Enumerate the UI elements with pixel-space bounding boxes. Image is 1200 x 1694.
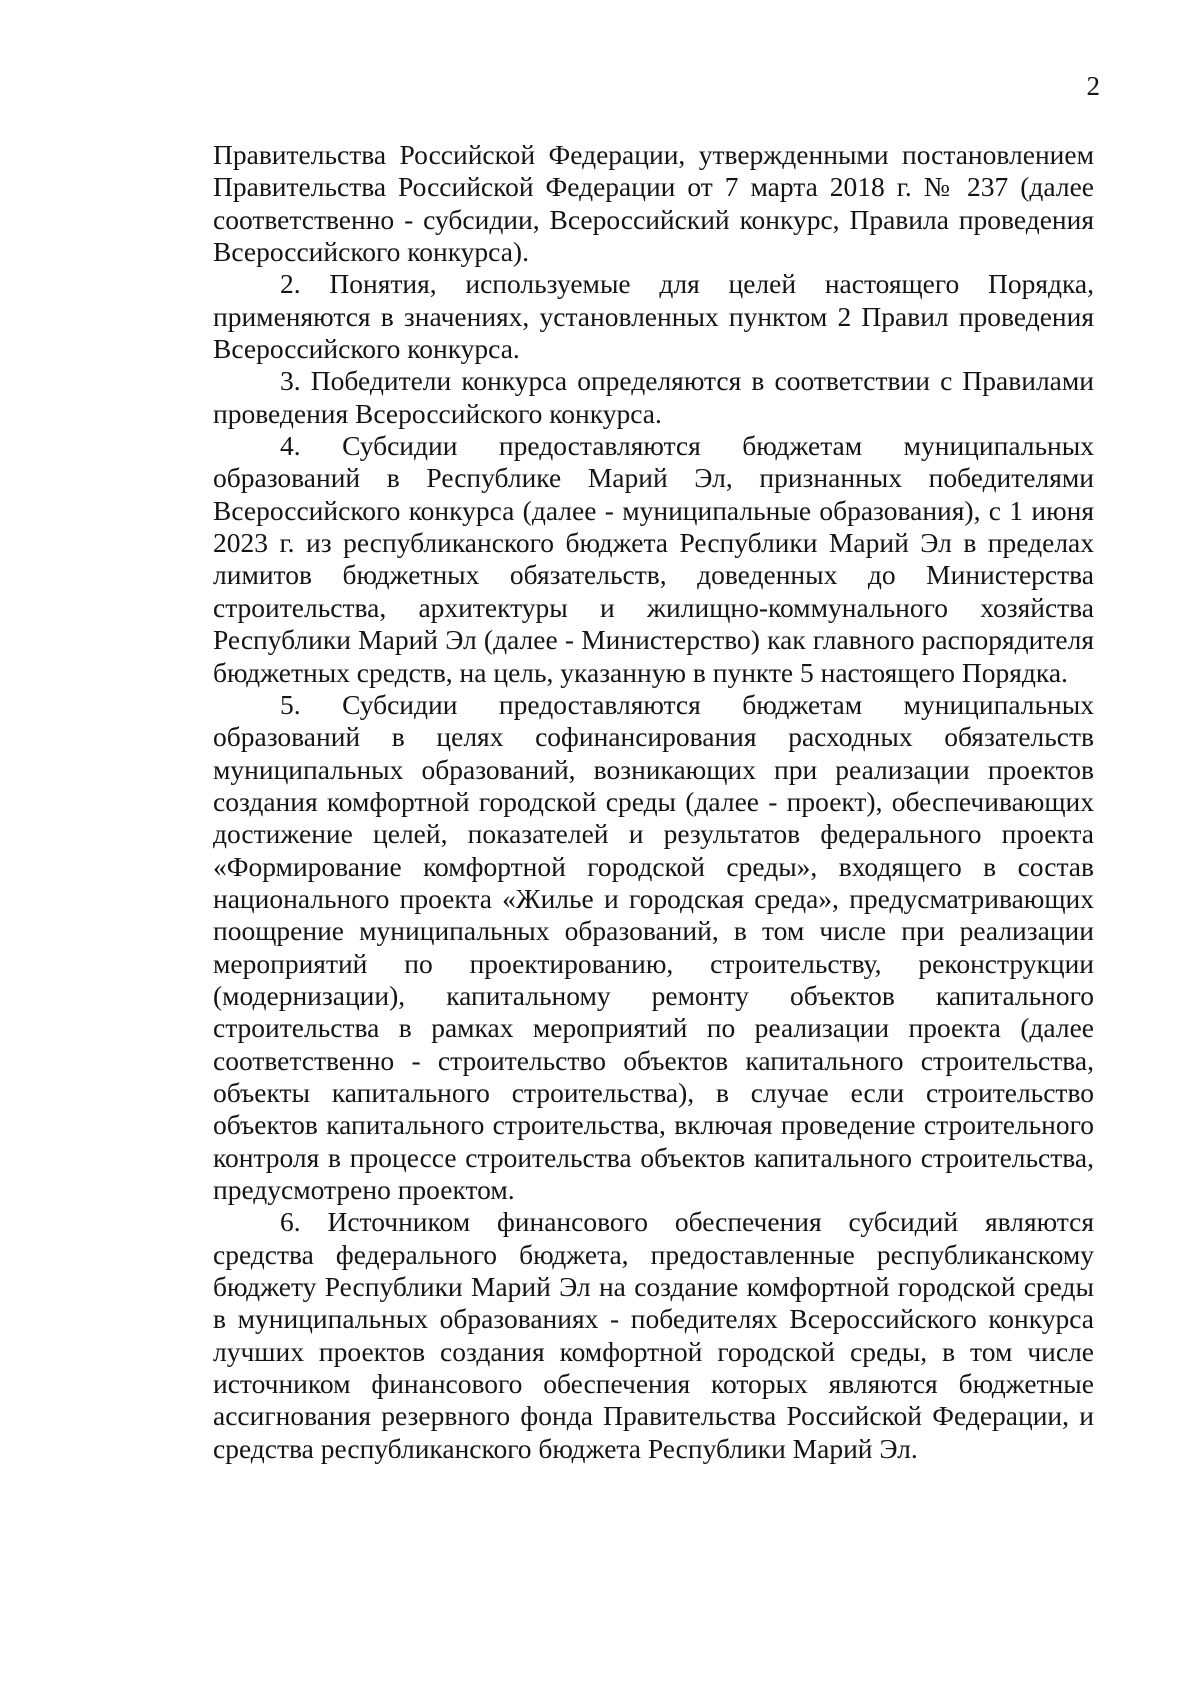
paragraph-continuation: Правительства Российской Федерации, утвержденными постановлением Правительства Российской Федерации от 7 марта 2018 г. № 237 (далее соответственно - субсидии, Всероссийский конкурс, Правила проведения Всероссийского конкурса). xyxy=(213,139,1094,268)
paragraph-4-subsidies-provision: 4. Субсидии предоставляются бюджетам муниципальных образований в Республике Марий Эл, признанных победителями Всероссийского конкурса (далее - муниципальные образования), с 1 июня 2023 г. из республиканского бюджета Республики Марий Эл в пределах лимитов бюджетных обязательств, доведенных до Министерства строительства, архитектуры и жилищно-коммунального хозяйства Республики Марий Эл (далее - Министерство) как главного распорядителя бюджетных средств, на цель, указанную в пункте 5 настоящего Порядка. xyxy=(213,430,1094,688)
paragraph-3-winners: 3. Победители конкурса определяются в соответствии с Правилами проведения Всероссийского конкурса. xyxy=(213,365,1094,429)
paragraph-5-subsidies-purpose: 5. Субсидии предоставляются бюджетам муниципальных образований в целях софинансирования расходных обязательств муниципальных образований, возникающих при реализации проектов создания комфортной городской среды (далее - проект), обеспечивающих достижение целей, показателей и результатов федерального проекта «Формирование комфортной городской среды», входящего в состав национального проекта «Жилье и городская среда», предусматривающих поощрение муниципальных образований, в том числе при реализации мероприятий по проектированию, строительству, реконструкции (модернизации), капитальному ремонту объектов капитального строительства в рамках мероприятий по реализации проекта (далее соответственно - строительство объектов капитального строительства, объекты капитального строительства), в случае если строительство объектов капитального строительства, включая проведение строительного контроля в процессе строительства объектов капитального строительства, предусмотрено проектом. xyxy=(213,688,1094,1205)
document-body xyxy=(213,139,1094,1465)
paragraph-6-funding-source: 6. Источником финансового обеспечения субсидий являются средства федерального бюджета, предоставленные республиканскому бюджету Республики Марий Эл на создание комфортной городской среды в муниципальных образованиях - победителях Всероссийского конкурса лучших проектов создания комфортной городской среды, в том числе источником финансового обеспечения которых являются бюджетные ассигнования резервного фонда Правительства Российской Федерации, и средства республиканского бюджета Республики Марий Эл. xyxy=(213,1206,1094,1464)
page-number: 2 xyxy=(1086,71,1100,101)
paragraph-2-definitions: 2. Понятия, используемые для целей настоящего Порядка, применяются в значениях, установленных пунктом 2 Правил проведения Всероссийского конкурса. xyxy=(213,268,1094,365)
